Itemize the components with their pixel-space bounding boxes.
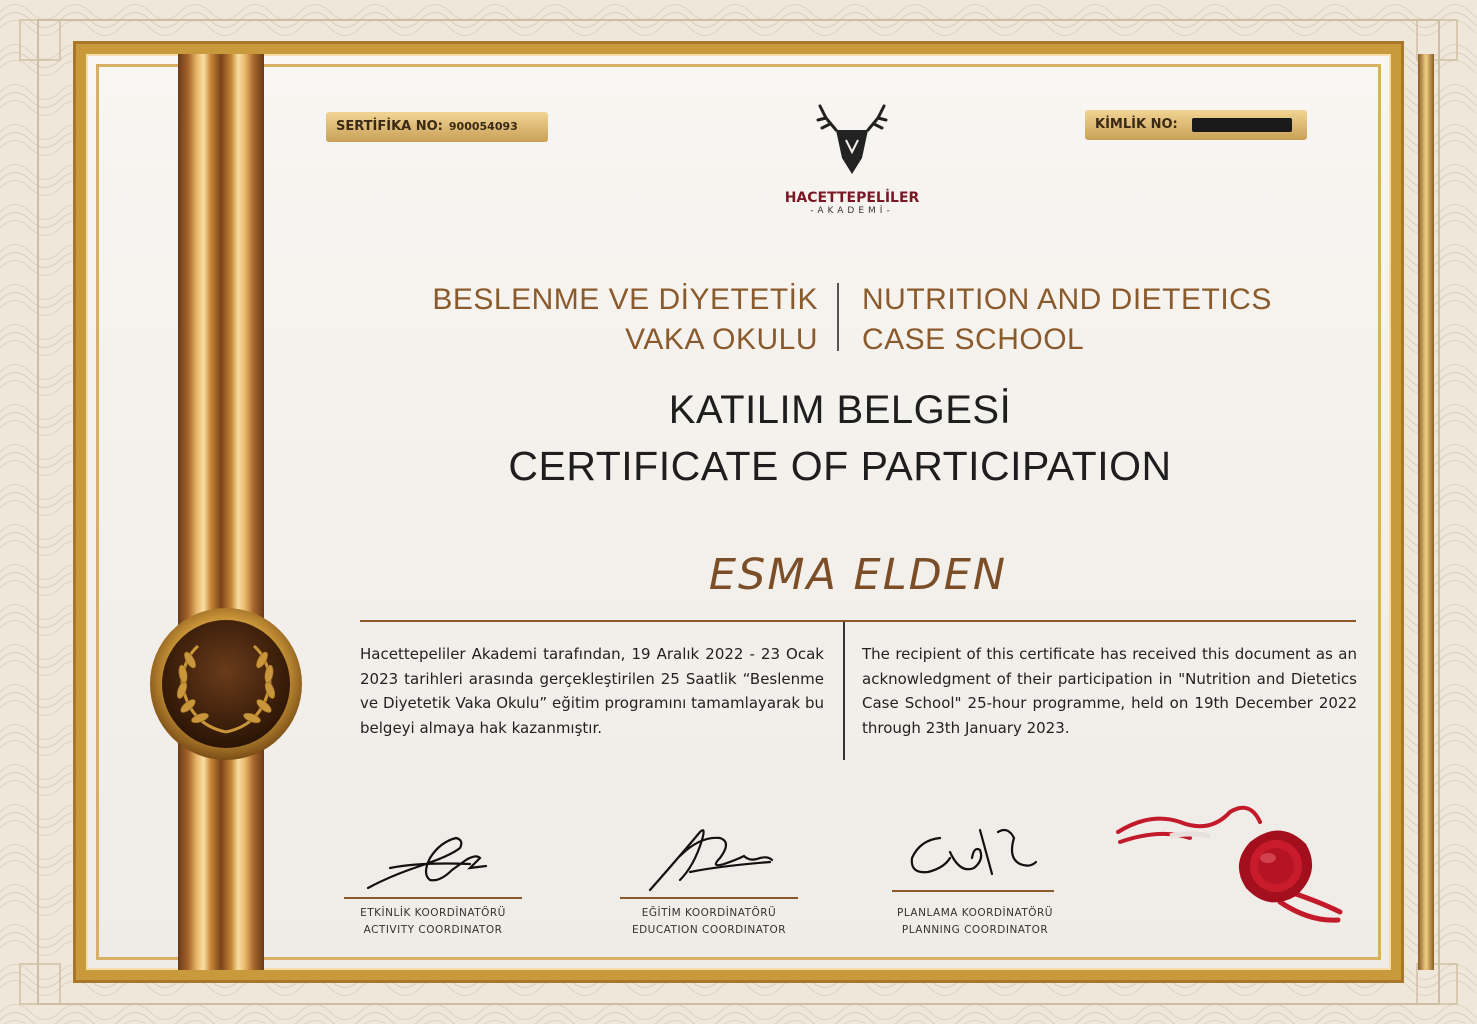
recipient-underline bbox=[360, 620, 1356, 622]
signature-line-activity bbox=[344, 897, 522, 899]
course-name-tr bbox=[380, 280, 818, 360]
role-education-en: EDUCATION COORDINATOR bbox=[631, 924, 787, 936]
body-text-en: The recipient of this certificate has received this document as an acknowledgment of their participation in "Nutrition and Dietetics Case School" 25-hour programme, held on 19th December 2022 through 23th January 2023. bbox=[862, 645, 1357, 737]
recipient-name: ESMA ELDEN bbox=[708, 550, 1008, 600]
gold-ribbon-right bbox=[1418, 54, 1434, 970]
certificate-number-label: SERTİFİKA NO: bbox=[336, 119, 443, 134]
gold-ribbon bbox=[178, 54, 264, 970]
role-education-tr: EĞİTİM KOORDİNATÖRÜ bbox=[641, 907, 777, 919]
role-activity bbox=[320, 905, 546, 939]
wax-seal-icon bbox=[1110, 792, 1360, 942]
signature-planning bbox=[900, 818, 1050, 888]
role-activity-en: ACTIVITY COORDINATOR bbox=[363, 924, 503, 936]
role-planning bbox=[862, 905, 1088, 939]
signature-line-planning bbox=[892, 890, 1054, 892]
course-name-tr-line1: BESLENME VE DİYETETİK bbox=[432, 283, 818, 316]
identity-number-badge bbox=[1085, 110, 1307, 140]
logo-subtitle: -AKADEMİ- bbox=[810, 206, 894, 216]
role-planning-tr: PLANLAMA KOORDİNATÖRÜ bbox=[896, 907, 1053, 919]
laurel-medal-icon bbox=[148, 606, 304, 762]
course-name-en bbox=[862, 280, 1332, 360]
signature-activity bbox=[360, 818, 510, 898]
deer-logo-icon bbox=[812, 100, 892, 190]
identity-number-label: KİMLİK NO: bbox=[1095, 117, 1178, 132]
certificate-number-badge bbox=[326, 112, 548, 142]
course-name-en-line1: NUTRITION AND DIETETICS bbox=[862, 283, 1272, 316]
logo-name: HACETTEPELİLER bbox=[784, 190, 920, 206]
certificate-number-value: 900054093 bbox=[448, 120, 518, 133]
signature-education bbox=[640, 816, 790, 896]
body-text-tr: Hacettepeliler Akademi tarafından, 19 Aralık 2022 - 23 Ocak 2023 tarihleri arasında gerçekleştirilen 25 Saatlik “Beslenme ve Diyetetik Vaka Okulu” eğitim programını tamamlayarak bu belgeyi almaya hak kazanmıştır. bbox=[360, 645, 824, 737]
course-name-en-line2: CASE SCHOOL bbox=[862, 323, 1085, 356]
course-divider bbox=[837, 283, 839, 351]
title-tr: KATILIM BELGESİ bbox=[668, 388, 1012, 432]
role-activity-tr: ETKİNLİK KOORDİNATÖRÜ bbox=[360, 907, 506, 919]
title-en: CERTIFICATE OF PARTICIPATION bbox=[508, 443, 1172, 489]
signature-line-education bbox=[620, 897, 798, 899]
logo bbox=[752, 100, 952, 230]
role-education bbox=[596, 905, 822, 939]
course-name-tr-line2: VAKA OKULU bbox=[625, 323, 818, 356]
role-planning-en: PLANNING COORDINATOR bbox=[901, 924, 1049, 936]
redacted-value bbox=[1192, 118, 1292, 132]
body-divider bbox=[843, 622, 845, 760]
